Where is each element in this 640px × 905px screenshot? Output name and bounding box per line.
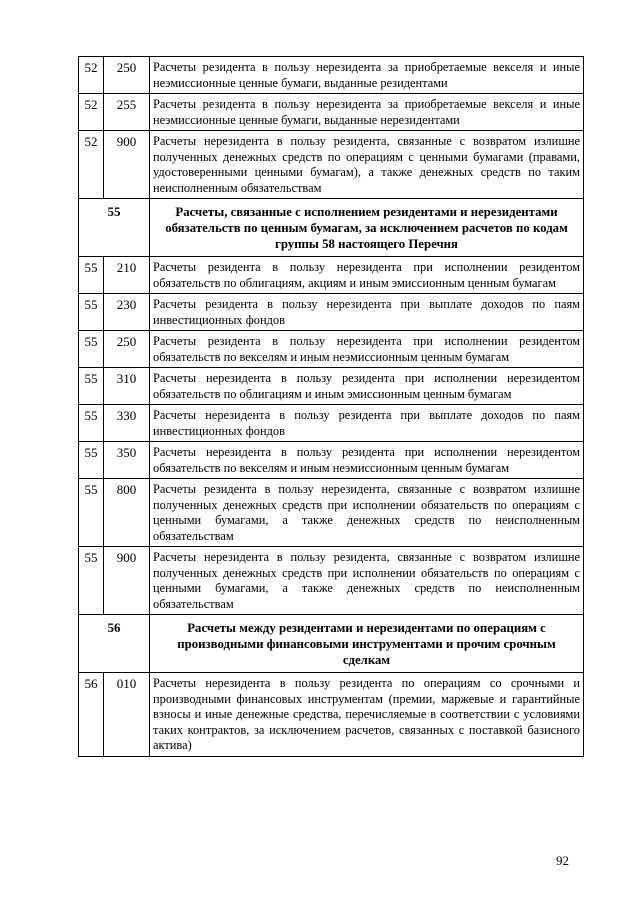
code-row bbox=[79, 131, 584, 199]
group-number-cell: 55 bbox=[79, 442, 104, 479]
group-title-cell: Расчеты между резидентами и нерезидентами по операциям с производными финансовыми инструментами и прочим срочным сделкам bbox=[150, 615, 584, 673]
code-number-cell: 255 bbox=[104, 94, 150, 131]
code-number-cell: 350 bbox=[104, 442, 150, 479]
group-number-cell: 55 bbox=[79, 405, 104, 442]
page-number: 92 bbox=[556, 853, 569, 868]
code-row bbox=[79, 331, 584, 368]
code-number-cell: 230 bbox=[104, 294, 150, 331]
code-row bbox=[79, 294, 584, 331]
group-number-cell: 55 bbox=[79, 547, 104, 615]
code-row bbox=[79, 57, 584, 94]
group-header-row bbox=[79, 615, 584, 673]
code-row bbox=[79, 479, 584, 547]
code-number-cell: 800 bbox=[104, 479, 150, 547]
group-number-cell: 52 bbox=[79, 131, 104, 199]
code-row bbox=[79, 405, 584, 442]
group-number-cell: 52 bbox=[79, 94, 104, 131]
group-code-cell: 55 bbox=[79, 199, 150, 257]
code-row bbox=[79, 257, 584, 294]
group-number-cell: 55 bbox=[79, 257, 104, 294]
description-cell: Расчеты резидента в пользу нерезидента при исполнении резидентом обязательств по векселям и иным неэмиссионным ценным бумагам bbox=[150, 331, 584, 368]
description-cell: Расчеты резидента в пользу нерезидента за приобретаемые векселя и иные неэмиссионные ценные бумаги, выданные резидентами bbox=[150, 57, 584, 94]
group-number-cell: 56 bbox=[79, 673, 104, 757]
group-number-cell: 52 bbox=[79, 57, 104, 94]
group-number-cell: 55 bbox=[79, 368, 104, 405]
group-number-cell: 55 bbox=[79, 479, 104, 547]
code-number-cell: 250 bbox=[104, 331, 150, 368]
description-cell: Расчеты нерезидента в пользу резидента при исполнении нерезидентом обязательств по облигациям и иным эмиссионным ценным бумагам bbox=[150, 368, 584, 405]
description-cell: Расчеты нерезидента в пользу резидента по операциям со срочными и производными финансовых инструментам (премии, маржевые и гарантийные взносы и иные денежные средства, перечисляемые в соответствии с условиями таких контрактов, за исключением расчетов, связанных с поставкой базисного актива) bbox=[150, 673, 584, 757]
description-cell: Расчеты нерезидента в пользу резидента, связанные с возвратом излишне полученных денежных средств при исполнении обязательств по операциям с ценными бумагами, а также денежных средств по неисполненным обязательствам bbox=[150, 547, 584, 615]
group-header-row bbox=[79, 199, 584, 257]
code-row bbox=[79, 368, 584, 405]
code-row bbox=[79, 673, 584, 757]
description-cell: Расчеты резидента в пользу нерезидента за приобретаемые векселя и иные неэмиссионные ценные бумаги, выданные нерезидентами bbox=[150, 94, 584, 131]
description-cell: Расчеты нерезидента в пользу резидента, связанные с возвратом излишне полученных денежных средств по операциям с ценными бумагами (правами, удостоверенными ценными бумагам), а также денежных средств по таким неисполненным обязательствам bbox=[150, 131, 584, 199]
code-number-cell: 310 bbox=[104, 368, 150, 405]
group-code-cell: 56 bbox=[79, 615, 150, 673]
description-cell: Расчеты нерезидента в пользу резидента при исполнении нерезидентом обязательств по векселям и иным неэмиссионным ценным бумагам bbox=[150, 442, 584, 479]
code-number-cell: 210 bbox=[104, 257, 150, 294]
group-number-cell: 55 bbox=[79, 294, 104, 331]
code-row bbox=[79, 547, 584, 615]
code-number-cell: 250 bbox=[104, 57, 150, 94]
code-row bbox=[79, 94, 584, 131]
code-number-cell: 900 bbox=[104, 131, 150, 199]
code-number-cell: 330 bbox=[104, 405, 150, 442]
description-cell: Расчеты резидента в пользу нерезидента, связанные с возвратом излишне полученных денежных средств при исполнении обязательств по операциям с ценными бумагами, а также денежных средств по неисполненным обязательствам bbox=[150, 479, 584, 547]
group-title-cell: Расчеты, связанные с исполнением резидентами и нерезидентами обязательств по ценным бумагам, за исключением расчетов по кодам группы 58 настоящего Перечня bbox=[150, 199, 584, 257]
codes-table-body bbox=[79, 57, 584, 757]
group-number-cell: 55 bbox=[79, 331, 104, 368]
description-cell: Расчеты резидента в пользу нерезидента при исполнении резидентом обязательств по облигациям, акциям и иным эмиссионным ценным бумагам bbox=[150, 257, 584, 294]
code-number-cell: 010 bbox=[104, 673, 150, 757]
description-cell: Расчеты резидента в пользу нерезидента при выплате доходов по паям инвестиционных фондов bbox=[150, 294, 584, 331]
codes-table bbox=[78, 56, 584, 757]
code-number-cell: 900 bbox=[104, 547, 150, 615]
code-row bbox=[79, 442, 584, 479]
description-cell: Расчеты нерезидента в пользу резидента при выплате доходов по паям инвестиционных фондов bbox=[150, 405, 584, 442]
